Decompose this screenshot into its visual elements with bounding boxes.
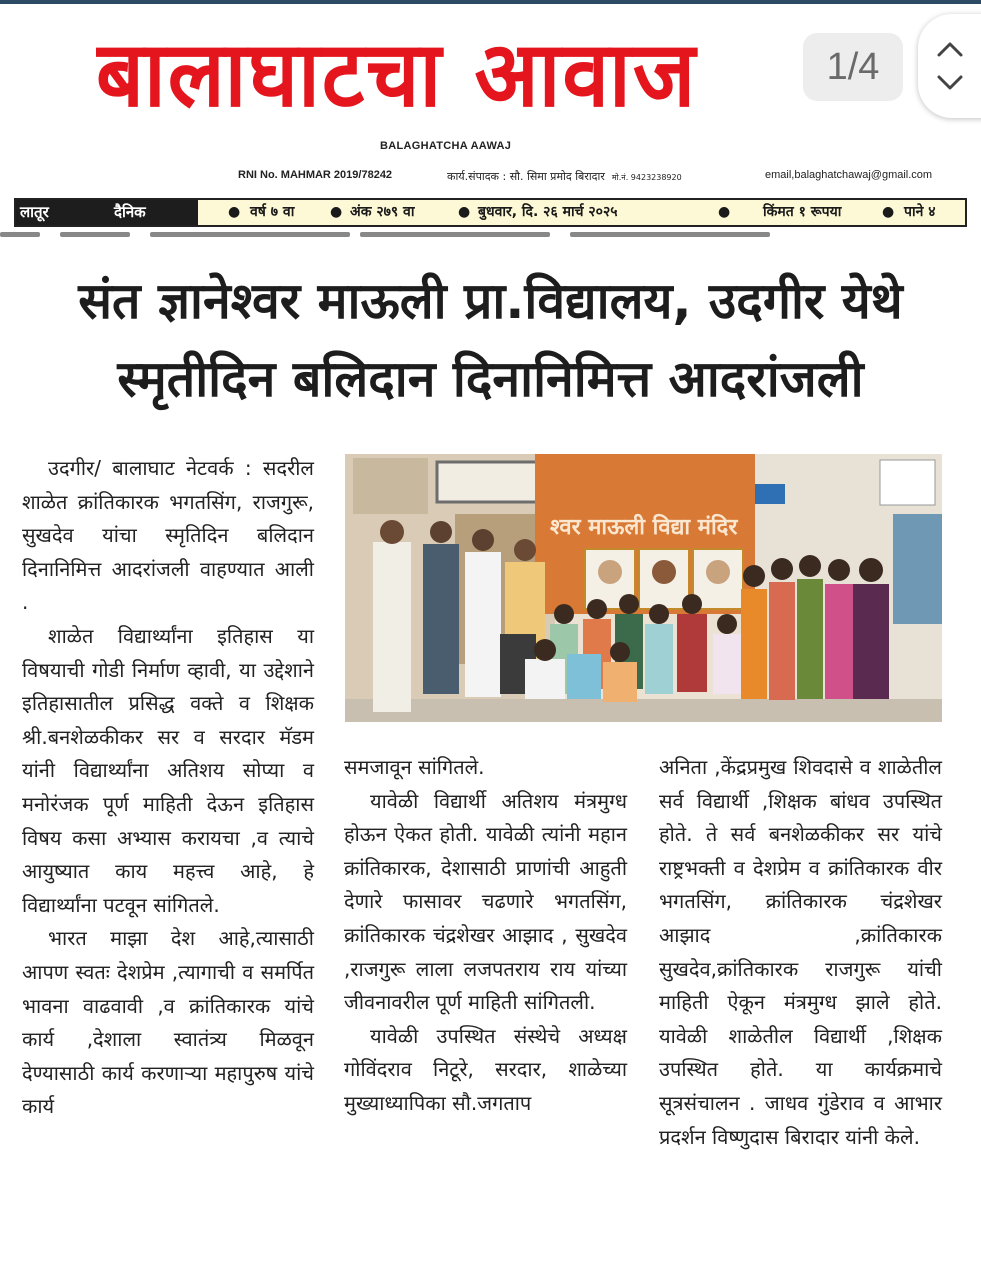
article-paragraph: उदगीर/ बालाघाट नेटवर्क : सदरील शाळेत क्रांतिकारक भगतसिंग, राजगुरू, सुखदेव यांचा स्मृतिदिन बलिदान दिनानिमित्त आदरांजली वाहण्यात आली .: [22, 456, 314, 615]
newspaper-masthead: बालाघाटचा आवाज: [96, 21, 698, 128]
dateline-details: [198, 200, 965, 225]
page-nav-control[interactable]: [918, 14, 981, 118]
dateline-city: लातूर: [20, 203, 49, 221]
article-headline: [20, 262, 961, 418]
article-column-1: [22, 452, 314, 1124]
article-paragraph: अनिता ,केंद्रप्रमुख शिवदासे व शाळेतील सर्व विद्यार्थी ,शिक्षक बांधव उपस्थित होते. ते सर्व बनशेळकीकर सर यांचे राष्ट्रभक्ती व देशप्रेम व क्रांतिकारक वीर भगतसिंग, क्रांतिकारक चंद्रशेखर आझाद ,क्रांतिकारक सुखदेव,क्रांतिकारक राजगुरू यांची माहिती ऐकून मंत्रमुग्ध झाले होते. यावेळी शाळेतील विद्यार्थी ,शिक्षक उपस्थित होते. या कार्यक्रमाचे सूत्रसंचालन . जाधव गुंडेराव व आभार प्रदर्शन विष्णुदास बिरादार यांनी केले.: [659, 755, 942, 1149]
article-paragraph: यावेळी उपस्थित संस्थेचे अध्यक्ष गोविंदराव निटूरे, सरदार, शाळेच्या मुख्याध्यापिका सौ.जगताप: [344, 1023, 627, 1115]
article-column-2: [344, 751, 627, 1121]
bullet-icon: ●: [330, 204, 343, 220]
bullet-icon: ●: [458, 204, 471, 220]
dateline-date: बुधवार, दि. २६ मार्च २०२५: [478, 204, 618, 220]
editor-name: कार्य.संपादक : सौ. सिमा प्रमोद बिरादार: [447, 170, 605, 183]
rni-number: RNI No. MAHMAR 2019/78242: [238, 169, 393, 181]
dateline-band: [14, 198, 967, 227]
chevron-down-icon[interactable]: [935, 74, 965, 92]
dateline-city-block: [16, 200, 198, 225]
bullet-icon: ●: [882, 204, 895, 220]
dateline-frequency: दैनिक: [114, 203, 146, 221]
article-column-3: [659, 751, 942, 1154]
article-paragraph: शाळेत विद्यार्थ्यांना इतिहास या विषयाची गोडी निर्माण व्हावी, या उद्देशाने इतिहासातील प्रसिद्ध वक्ते व शिक्षक श्री.बनशेळकीकर सर व सरदार मॅडम यांनी विद्यार्थ्यांना अतिशय सोप्या व मनोरंजक पूर्ण माहिती देऊन इतिहास विषय कसा अभ्यास करायचा ,व त्याचे आयुष्यात काय महत्त्व आहे, हे विद्यार्थ्यांना पटवून सांगितले.: [22, 623, 314, 917]
dateline-price: किंमत १ रूपया: [763, 204, 842, 220]
dateline-pages: पाने ४: [904, 204, 936, 220]
headline-line-2: स्मृतीदिन बलिदान दिनानिमित्त आदरांजली: [117, 350, 864, 408]
event-photo-illustration: [345, 454, 942, 722]
page-indicator: 1/4: [803, 33, 903, 101]
article-paragraph: यावेळी विद्यार्थी अतिशय मंत्रमुग्ध होऊन ऐकत होती. यावेळी त्यांनी महान क्रांतिकारक, देशासाठी प्राणांची आहुती देणारे फासावर चढणारे भगतसिंग, क्रांतिकारक चंद्रशेखर आझाद , सुखदेव ,राजगुरू लाला लजपतराय राय यांच्या जीवनावरील पूर्ण माहिती सांगितली.: [344, 788, 627, 1015]
bullet-icon: ●: [228, 204, 241, 220]
dateline-issue: अंक २७९ वा: [350, 204, 415, 220]
photo-banner-text: श्वर माऊली विद्या मंदिर: [550, 515, 738, 540]
article-paragraph: भारत माझा देश आहे,त्यासाठी आपण स्वतः देशप्रेम ,त्यागाची व समर्पित भावना वाढवावी ,व क्रांतिकारक यांचे कार्य ,देशाला स्वातंत्र्य मिळवून देण्यासाठी कार्य करणाऱ्या महापुरुष यांचे कार्य: [22, 926, 314, 1119]
article-paragraph: समजावून सांगितले.: [344, 755, 485, 779]
editor-phone: मो.नं. 9423238920: [611, 173, 682, 182]
masthead-english-title: BALAGHATCHA AAWAJ: [380, 140, 512, 152]
cut-off-previous-text: [0, 230, 981, 244]
headline-line-1: संत ज्ञानेश्वर माऊली प्रा.विद्यालय, उदगीर येथे: [78, 272, 903, 330]
editor-line: [447, 169, 682, 184]
contact-email: email,balaghatchawaj@gmail.com: [765, 169, 933, 181]
event-photo: [345, 454, 942, 722]
viewer-top-bar: [0, 0, 981, 4]
bullet-icon: ●: [718, 204, 731, 220]
chevron-up-icon[interactable]: [935, 40, 965, 58]
masthead-info-row: [0, 166, 981, 186]
dateline-year: वर्ष ७ वा: [250, 204, 295, 220]
